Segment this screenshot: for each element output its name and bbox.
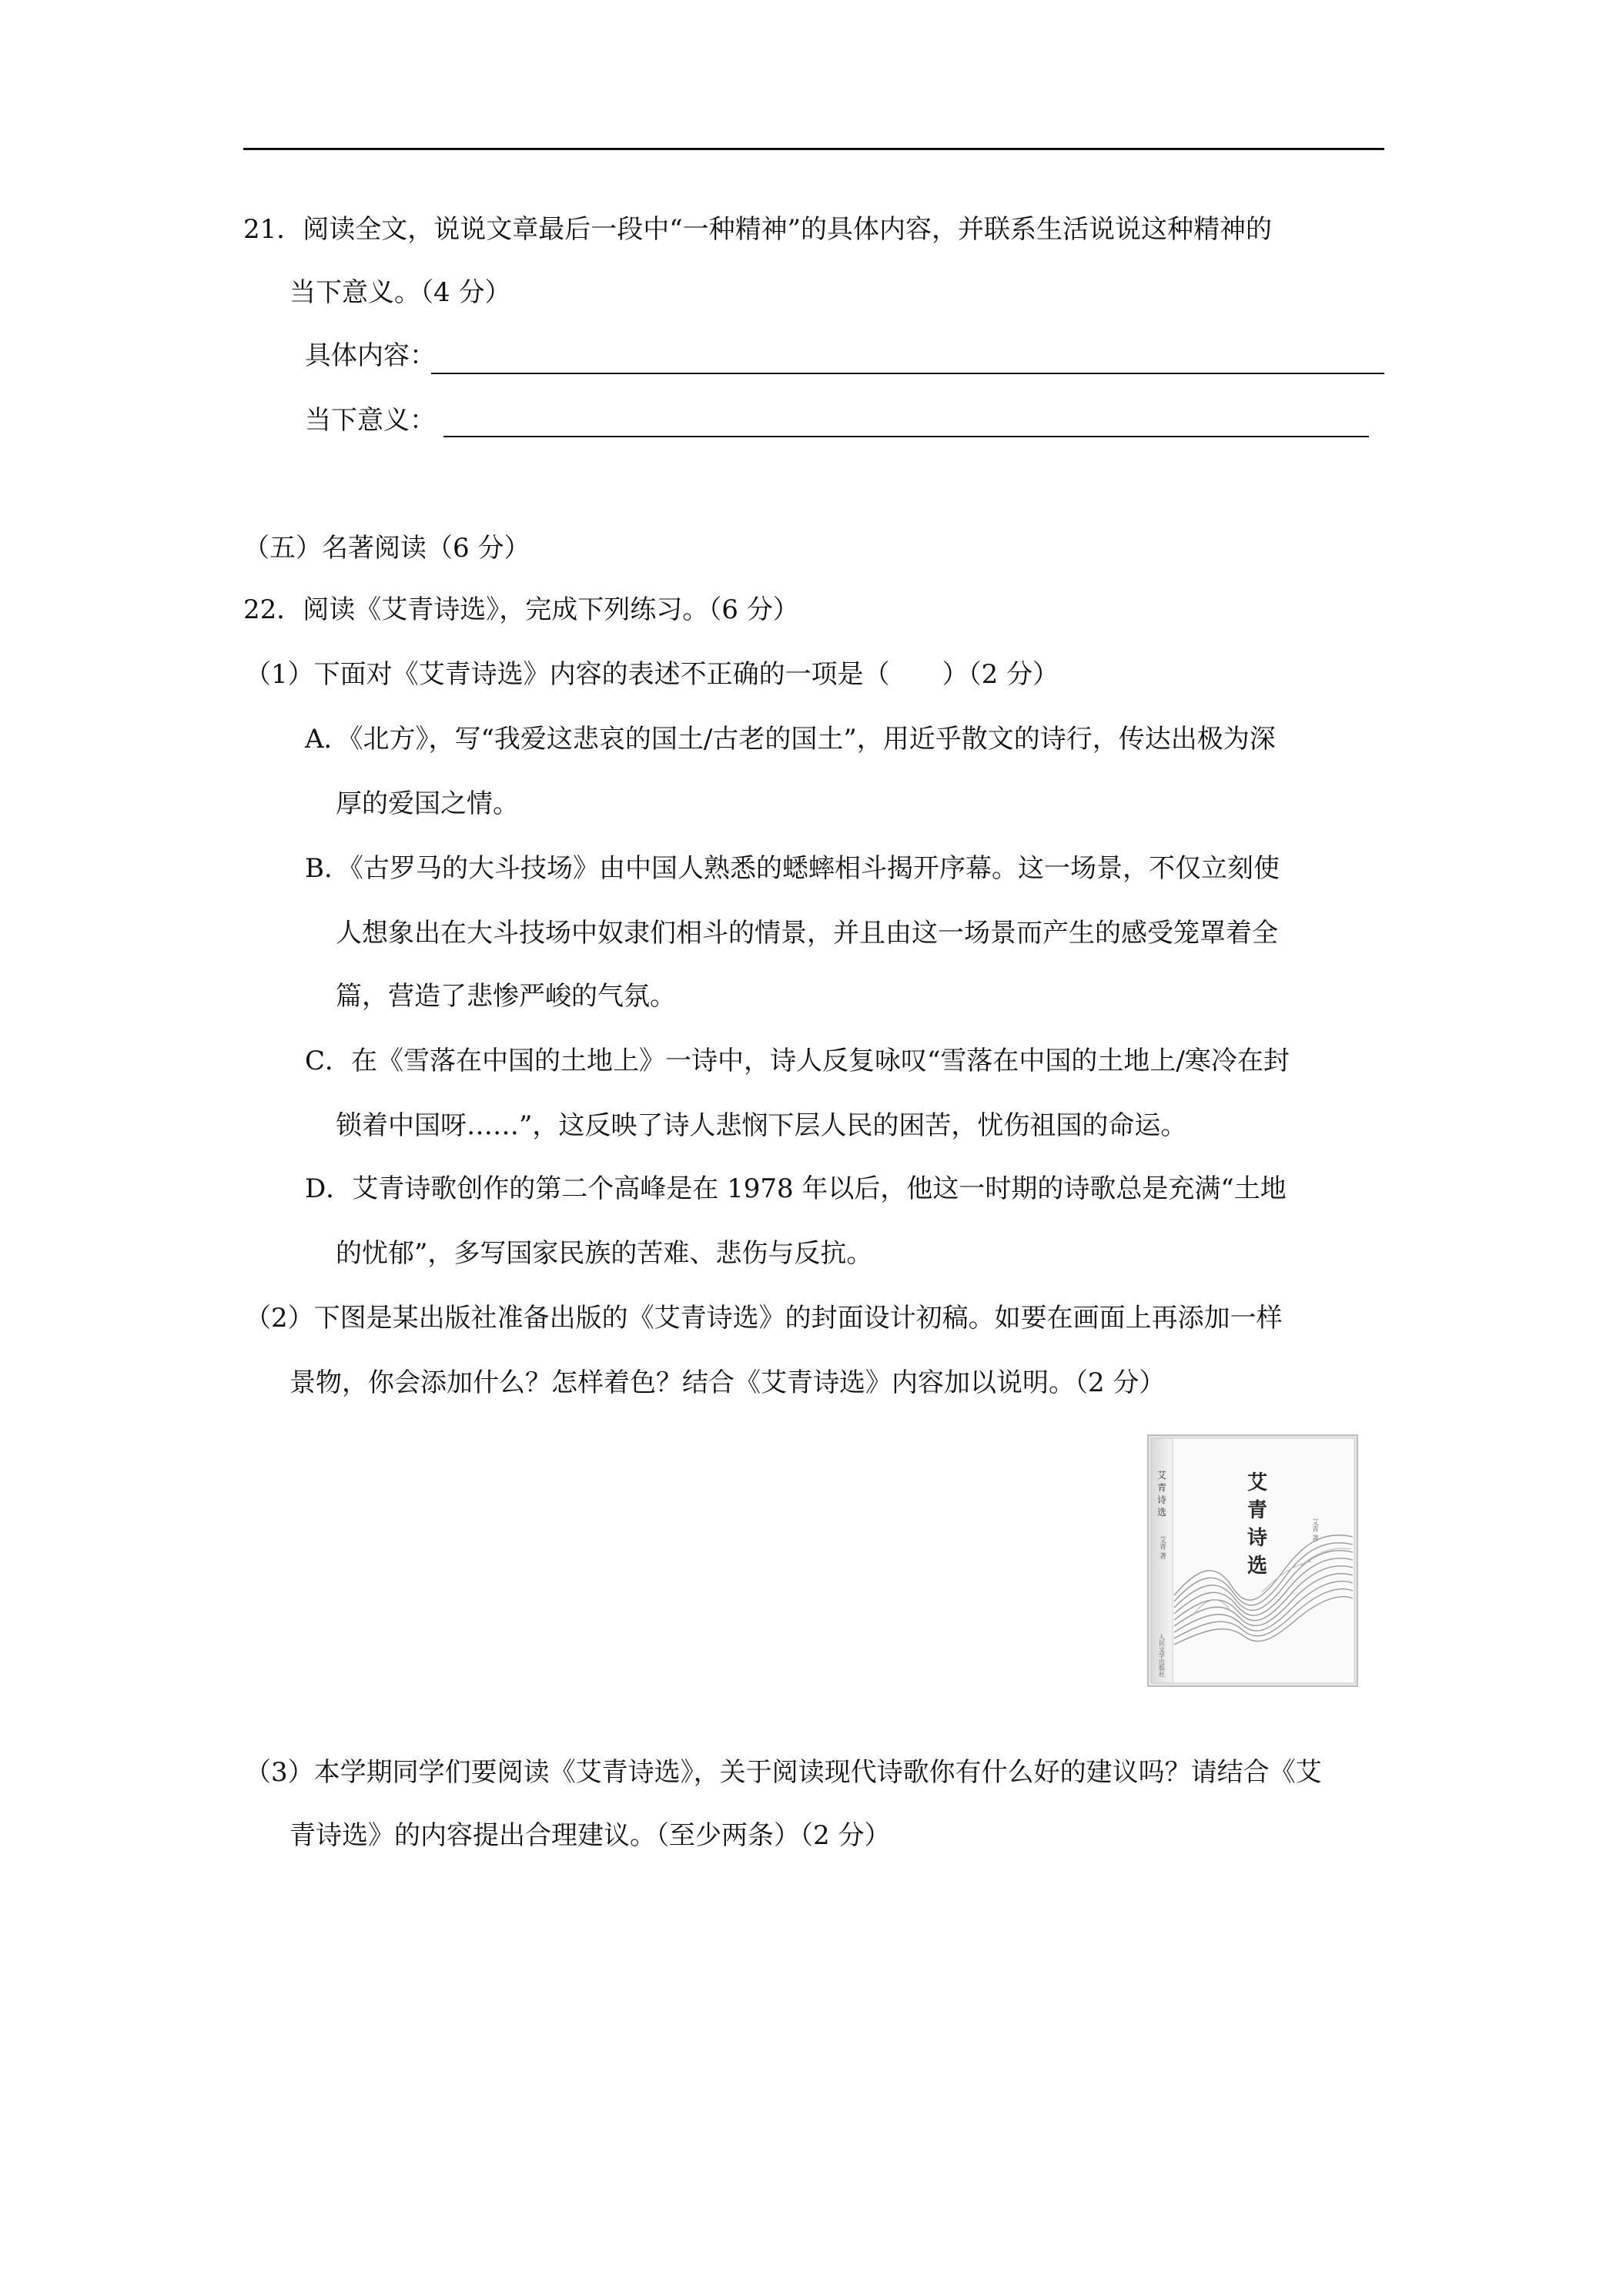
spine-title-1: 艾 xyxy=(1156,1470,1167,1481)
spine-title-4: 选 xyxy=(1156,1507,1167,1518)
option-c-line1: C．在《雪落在中国的土地上》一诗中，诗人反复咏叹“雪落在中国的土地上/寒冷在封 xyxy=(305,1046,1290,1076)
q22-sub2-line2: 景物，你会添加什么？怎样着色？结合《艾青诗选》内容加以说明。（2 分） xyxy=(289,1367,1166,1398)
option-d-line1: D．艾青诗歌创作的第二个高峰是在 1978 年以后，他这一时期的诗歌总是充满“土地 xyxy=(305,1173,1287,1204)
header-rule xyxy=(243,148,1384,150)
option-b-line2: 人想象出在大斗技场中奴隶们相斗的情景，并且由这一场景而产生的感受笼罩着全 xyxy=(336,918,1278,949)
q21-meaning-answer-line[interactable] xyxy=(443,436,1369,437)
q22-sub1-stem: （1）下面对《艾青诗选》内容的表述不正确的一项是（ ）（2 分） xyxy=(245,659,1059,690)
section5-heading: （五）名著阅读（6 分） xyxy=(243,533,530,564)
cover-title-4: 选 xyxy=(1247,1555,1268,1578)
q21-stem-line2: 当下意义。（4 分） xyxy=(289,277,511,308)
q21-meaning-label: 当下意义： xyxy=(305,405,436,436)
q21-stem-line1: 21．阅读全文，说说文章最后一段中“一种精神”的具体内容，并联系生活说说这种精神的 xyxy=(243,214,1273,245)
option-d-line2: 的忧郁”，多写国家民族的苦难、悲伤与反抗。 xyxy=(336,1238,873,1269)
option-a-line2: 厚的爱国之情。 xyxy=(336,788,519,819)
option-b-line1: B．《古罗马的大斗技场》由中国人熟悉的蟋蟀相斗揭开序幕。这一场景，不仅立刻使 xyxy=(305,853,1280,884)
q22-sub2-line1: （2）下图是某出版社准备出版的《艾青诗选》的封面设计初稿。如要在画面上再添加一样 xyxy=(245,1303,1283,1334)
q21-content-label: 具体内容： xyxy=(305,340,436,371)
option-a-line1: A．《北方》，写“我爱这悲哀的国土/古老的国土”，用近乎散文的诗行，传达出极为深 xyxy=(305,724,1276,755)
q21-content-answer-line[interactable] xyxy=(431,373,1384,374)
q22-stem: 22．阅读《艾青诗选》，完成下列练习。（6 分） xyxy=(243,594,799,625)
option-b-line3: 篇，营造了悲惨严峻的气氛。 xyxy=(336,981,676,1012)
option-c-line2: 锁着中国呀……”，这反映了诗人悲悯下层人民的困苦，忧伤祖国的命运。 xyxy=(336,1110,1187,1141)
spine-title-3: 诗 xyxy=(1156,1494,1167,1505)
cover-author: 艾青 著 xyxy=(1310,1518,1318,1541)
q22-sub3-line1: （3）本学期同学们要阅读《艾青诗选》，关于阅读现代诗歌你有什么好的建议吗？请结合《艾 xyxy=(245,1757,1322,1788)
cover-title-3: 诗 xyxy=(1247,1527,1268,1550)
spine-title-2: 青 xyxy=(1156,1482,1167,1493)
book-cover-image xyxy=(1146,1434,1360,1689)
spine-author: 艾青 著 xyxy=(1158,1536,1166,1559)
q22-sub3-line2: 青诗选》的内容提出合理建议。（至少两条）（2 分） xyxy=(289,1820,891,1851)
cover-title-2: 青 xyxy=(1247,1499,1268,1522)
cover-title-1: 艾 xyxy=(1247,1471,1268,1494)
spine-publisher: 人民文学出版社 xyxy=(1158,1634,1166,1677)
